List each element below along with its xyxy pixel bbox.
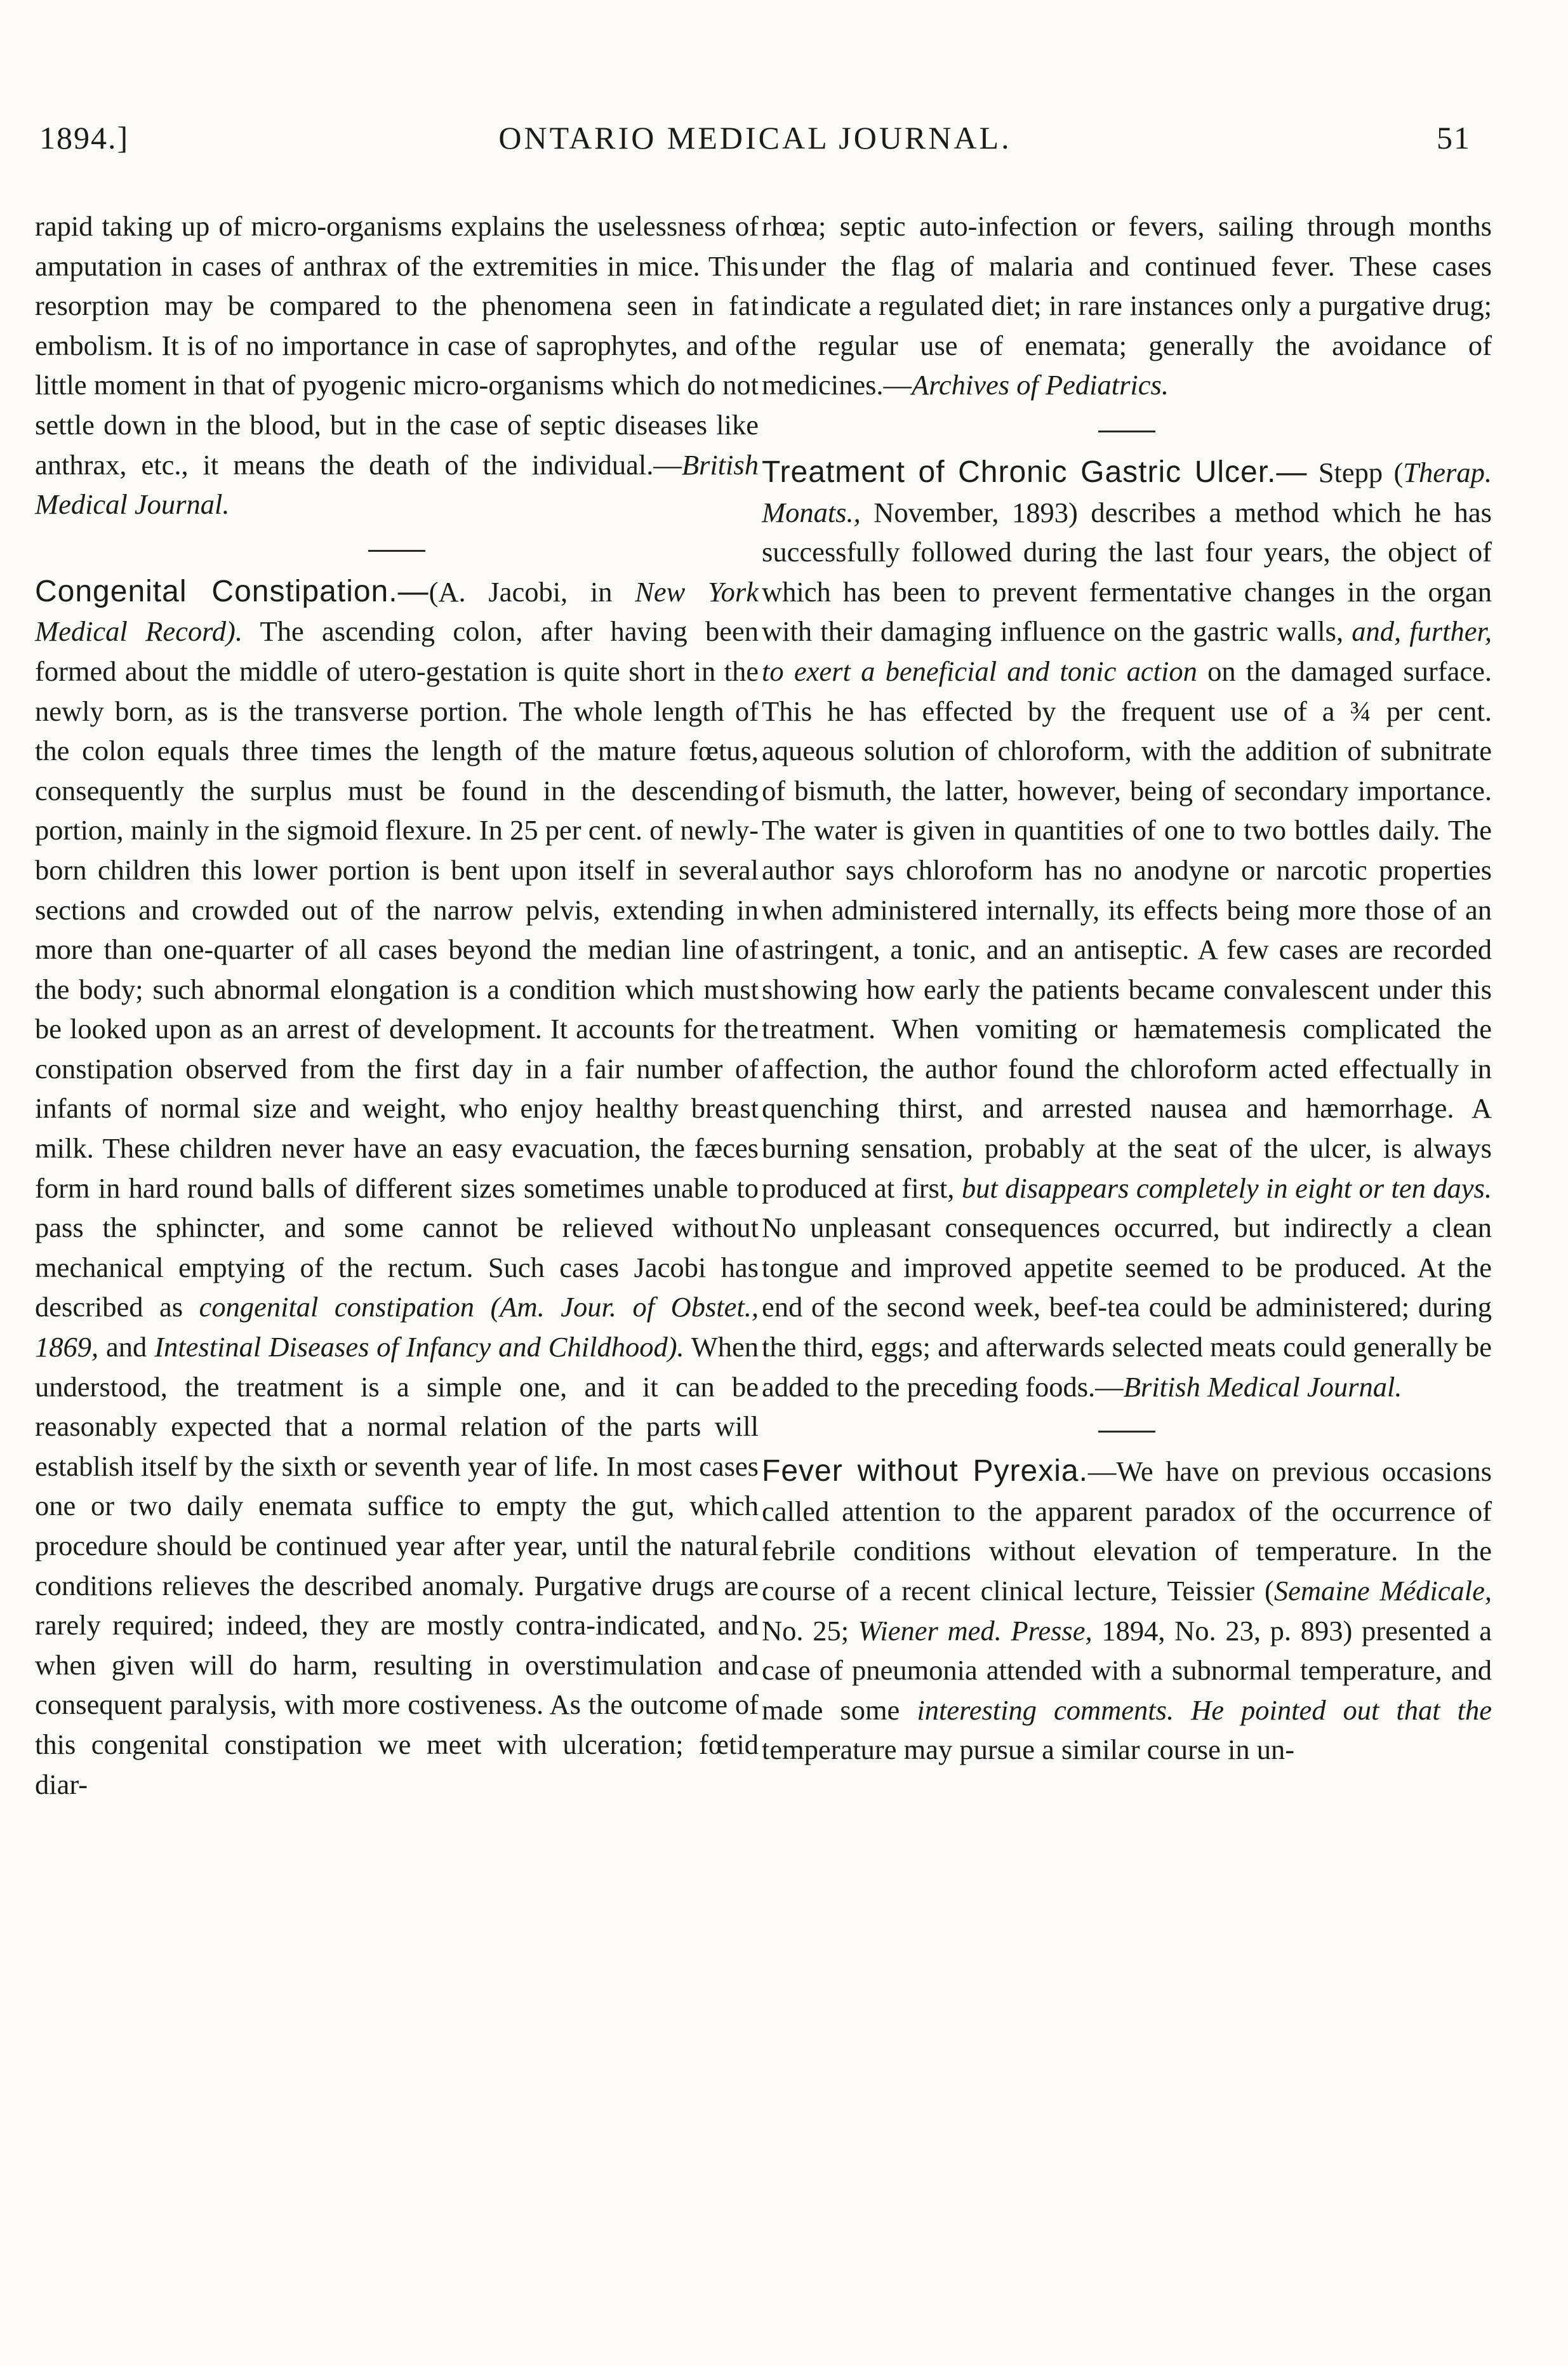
fever-italic-phrase: interesting comments. He pointed out that the bbox=[917, 1694, 1492, 1726]
constipation-ref-and: and bbox=[106, 1331, 147, 1363]
ulcer-italic-phrase-2: but disappears completely in eight or ten days. bbox=[961, 1172, 1492, 1204]
header-page-number: 51 bbox=[1437, 120, 1471, 156]
ulcer-article bbox=[762, 453, 1492, 1407]
fever-body: —We have on previous occasions called attention to the apparent paradox of the occurrence of febrile conditions without elevation of temperature. In the course of a recent clinical lecture, Teissier ( bbox=[762, 1455, 1492, 1607]
fever-body-2: temperature may pursue a similar course in un- bbox=[762, 1734, 1295, 1766]
continuation-text: rhœa; septic auto-infection or fevers, sailing through months under the flag of malaria and continued fever. These cases indicate a regulated diet; in rare instances only a purgative drug; the regular use of enemata; generally the avoidance of medicines.— bbox=[762, 210, 1492, 401]
constipation-byline: (A. Jacobi, in bbox=[429, 575, 635, 608]
intro-source: British Medical Journal. bbox=[35, 448, 759, 521]
header-journal-title: ONTARIO MEDICAL JOURNAL. bbox=[498, 120, 1012, 156]
fever-ref-1: Semaine Médicale, bbox=[1273, 1575, 1492, 1607]
ulcer-body-2: No unpleasant consequences occurred, but indirectly a clean tongue and improved appetite seemed to be produced. At the end of the second week, beef-tea could be administered; during the third, eggs; and afterwards selected meats could generally be added to the preceding foods.— bbox=[762, 1212, 1492, 1403]
continuation-source: Archives of Pediatrics. bbox=[912, 369, 1169, 401]
continuation-paragraph bbox=[762, 206, 1492, 405]
fever-ref-2: Wiener med. Presse, bbox=[858, 1614, 1093, 1647]
ulcer-heading: Treatment of Chronic Gastric Ulcer.— bbox=[762, 455, 1308, 489]
ulcer-citation: Therap. Monats., bbox=[762, 456, 1492, 528]
constipation-body-2: When understood, the treatment is a simple one, and it can be reasonably expected that a normal relation of the parts will establish itself by the sixth or seventh year of life. In most cases one or two daily enemata suffice to empty the gut, which procedure should be continued year after year, until the natural conditions relieves the described anomaly. Purgative drugs are rarely required; indeed, they are mostly contra-indicated, and when given will do harm, resulting in overstimulation and consequent paralysis, with more costiveness. As the outcome of this congenital constipation we meet with ulceration; fœtid diar- bbox=[35, 1331, 759, 1800]
header-year: 1894.] bbox=[39, 120, 130, 156]
constipation-heading: Congenital Constipation.— bbox=[35, 574, 429, 608]
fever-ref-2-num: 1894, No. 23, p. 893) presented a case of pneumonia attended with a subnormal temperature, and made some bbox=[762, 1614, 1492, 1726]
fever-heading: Fever without Pyrexia. bbox=[762, 1454, 1088, 1488]
intro-text: rapid taking up of micro-organisms explains the uselessness of amputation in cases of anthrax of the extremities in mice. This resorption may be compared to the phenomena seen in fat embolism. It is of no importance in case of saprophytes, and of little moment in that of pyogenic micro-organisms which do not settle down in the blood, but in the case of septic diseases like anthrax, etc., it means the death of the individual.— bbox=[35, 210, 759, 481]
ulcer-author: Stepp ( bbox=[1318, 456, 1404, 488]
section-divider bbox=[1098, 431, 1155, 432]
left-column bbox=[35, 206, 759, 1804]
ulcer-italic-phrase: and, further, to exert a beneficial and tonic action bbox=[762, 615, 1492, 687]
fever-ref-1-num: No. 25; bbox=[762, 1614, 858, 1647]
constipation-ref-1: congenital constipation (Am. Jour. of Obstet., 1869, bbox=[35, 1291, 759, 1363]
constipation-article bbox=[35, 572, 759, 1804]
ulcer-source: British Medical Journal. bbox=[1123, 1370, 1402, 1403]
right-column bbox=[762, 206, 1492, 1770]
intro-paragraph bbox=[35, 206, 759, 525]
fever-article bbox=[762, 1452, 1492, 1770]
section-divider bbox=[368, 550, 425, 552]
section-divider bbox=[1098, 1431, 1155, 1433]
running-header bbox=[39, 119, 1471, 170]
ulcer-body: on the damaged surface. This he has effected by the frequent use of a ¾ per cent. aqueous solution of chloroform, with the addition of subnitrate of bismuth, the latter, however, being of secondary importance. The water is given in quantities of one to two bottles daily. The author says chloroform has no anodyne or narcotic properties when administered internally, its effects being more those of an astringent, a tonic, and an antiseptic. A few cases are recorded showing how early the patients became convalescent under this treatment. When vomiting or hæmatemesis complicated the affection, the author found the chloroform acted effectually in quenching thirst, and arrested nausea and hæmorrhage. A burning sensation, probably at the seat of the ulcer, is always produced at first, bbox=[762, 655, 1492, 1204]
constipation-body: The ascending colon, after having been formed about the middle of utero-gestation is quite short in the newly born, as is the transverse portion. The whole length of the colon equals three times the length of the mature fœtus, consequently the surplus must be found in the descending portion, mainly in the sigmoid flexure. In 25 per cent. of newly-born children this lower portion is bent upon itself in several sections and crowded out of the narrow pelvis, extending in more than one-quarter of all cases beyond the median line of the body; such abnormal elongation is a condition which must be looked upon as an arrest of development. It accounts for the constipation observed from the first day in a fair number of infants of normal size and weight, who enjoy healthy breast milk. These children never have an easy evacuation, the fæces form in hard round balls of different sizes sometimes unable to pass the sphincter, and some cannot be relieved without mechanical emptying of the rectum. Such cases Jacobi has described as bbox=[35, 615, 759, 1323]
constipation-byline-source: New York Medical Record). bbox=[35, 575, 759, 648]
ulcer-date: November, 1893) describes a method which he has successfully followed during the last four years, the object of which has been to prevent fermentative changes in the organ with their damaging influence on the gastric walls, bbox=[762, 496, 1492, 648]
constipation-ref-2: Intestinal Diseases of Infancy and Childhood). bbox=[154, 1331, 684, 1363]
